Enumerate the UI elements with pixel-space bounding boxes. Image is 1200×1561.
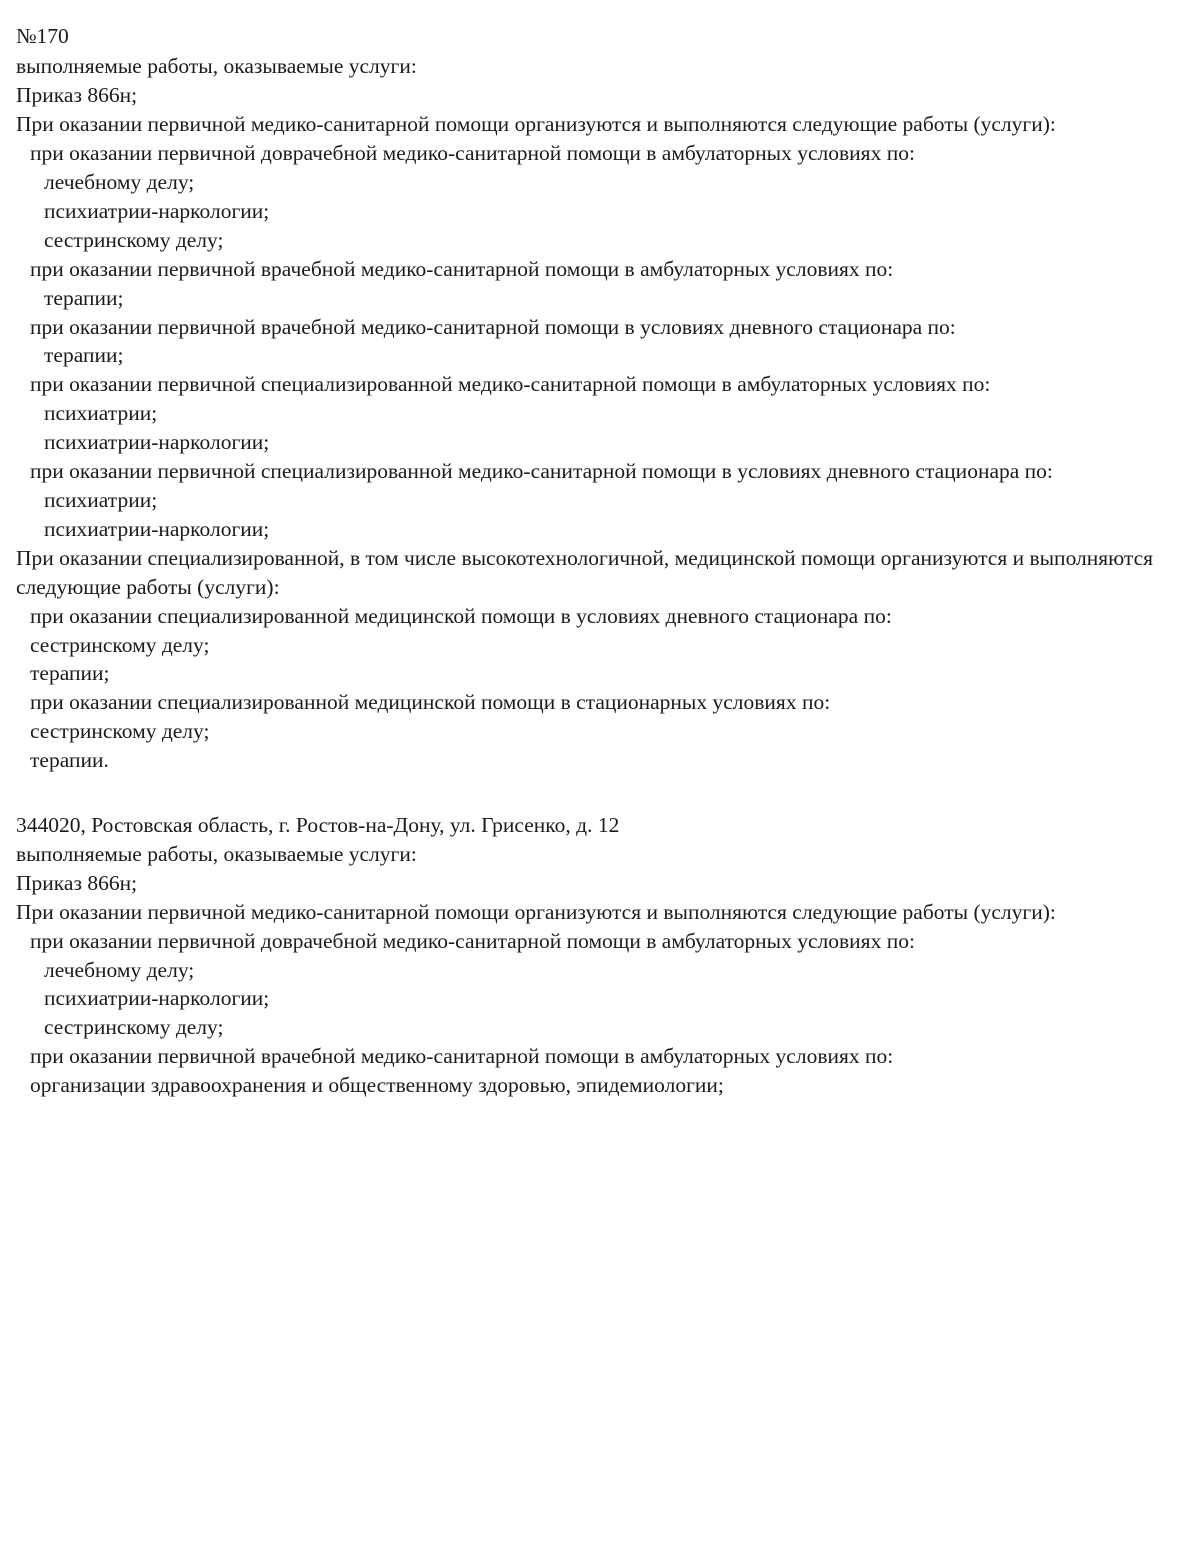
text-line: При оказании специализированной, в том числе высокотехнологичной, медицинской помощи организуются и выполняются следующие работы (услуги): [16,545,1159,599]
document-body [16,52,1170,1100]
text-line: лечебному делу; [44,957,195,982]
text-line: при оказании первичной врачебной медико-санитарной помощи в амбулаторных условиях по: [30,1044,894,1069]
text-line: выполняемые работы, оказываемые услуги: [16,54,417,79]
text-line: при оказании первичной доврачебной медико-санитарной помощи в амбулаторных условиях по: [30,141,915,166]
page-number: №170 [16,24,69,48]
text-line: психиатрии-наркологии; [44,986,270,1011]
text-line: лечебному делу; [44,170,195,194]
text-line: психиатрии-наркологии; [44,516,270,541]
section-separator [16,775,1170,811]
text-line: психиатрии; [44,401,158,426]
text-line: при оказании первичной специализированной медико-санитарной помощи в условиях дневного стационара по: [30,459,1053,484]
text-line: сестринскому делу; [30,719,210,744]
text-line: сестринскому делу; [30,632,210,657]
section-2 [16,811,1170,1100]
text-line: при оказании первичной врачебной медико-санитарной помощи в амбулаторных условиях по: [30,256,894,281]
text-line: 344020, Ростовская область, г. Ростов-на-Дону, ул. Грисенко, д. 12 [16,813,620,838]
text-line: психиатрии-наркологии; [44,198,270,223]
text-line: при оказании первичной доврачебной медико-санитарной помощи в амбулаторных условиях по: [30,928,915,953]
text-line: терапии; [44,285,124,310]
text-line: терапии; [30,661,110,686]
text-line: при оказании специализированной медицинской помощи в стационарных условиях по: [30,690,831,715]
text-line: При оказании первичной медико-санитарной помощи организуются и выполняются следующие работы (услуги): [16,899,1056,924]
section-1 [16,52,1170,775]
text-line: при оказании первичной специализированной медико-санитарной помощи в амбулаторных условиях по: [30,372,991,397]
text-line: сестринскому делу; [44,227,224,252]
text-line: сестринскому делу; [44,1015,224,1040]
text-line: при оказании первичной врачебной медико-санитарной помощи в условиях дневного стационара по: [30,314,956,339]
text-line: Приказ 866н; [16,870,138,895]
text-line: психиатрии; [44,487,158,512]
text-line: терапии. [30,748,109,773]
text-line: Приказ 866н; [16,83,138,108]
text-line: выполняемые работы, оказываемые услуги: [16,841,417,866]
text-line: терапии; [44,343,124,368]
text-line: При оказании первичной медико-санитарной помощи организуются и выполняются следующие работы (услуги): [16,112,1056,137]
text-line: психиатрии-наркологии; [44,430,270,455]
text-line: при оказании специализированной медицинской помощи в условиях дневного стационара по: [30,603,892,628]
text-line: организации здравоохранения и общественному здоровью, эпидемиологии; [30,1073,724,1098]
